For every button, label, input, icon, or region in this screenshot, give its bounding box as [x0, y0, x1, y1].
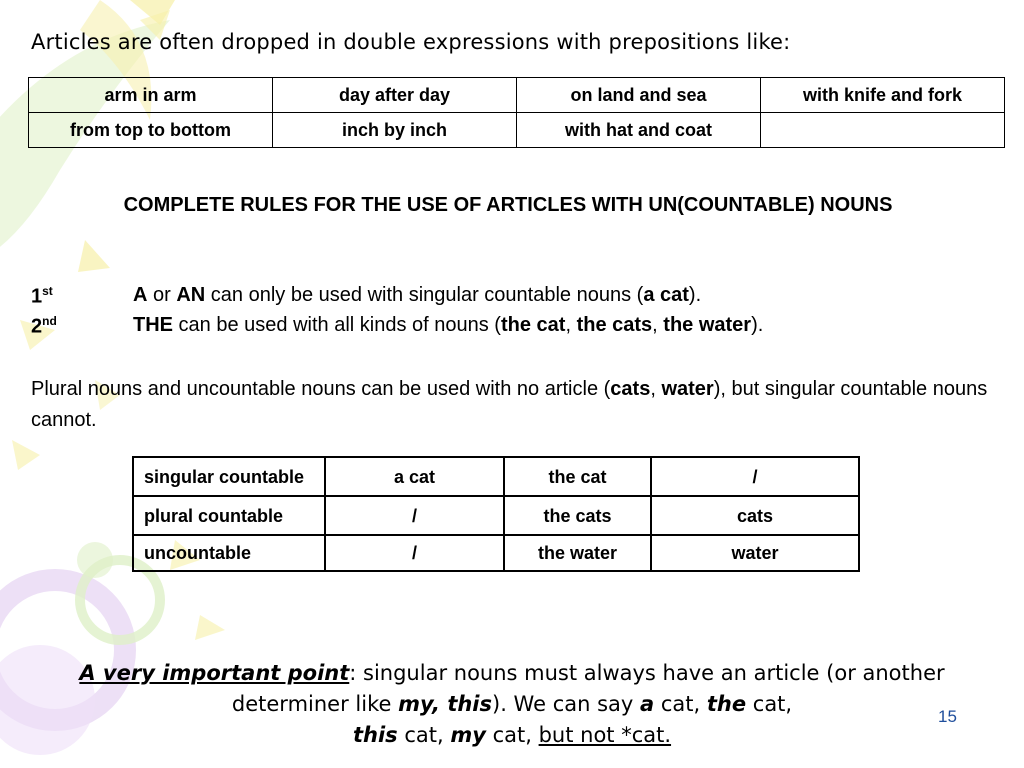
- page-number: 15: [938, 707, 957, 726]
- table-cell: day after day: [273, 78, 517, 113]
- table-cell: inch by inch: [273, 113, 517, 148]
- section-heading: COMPLETE RULES FOR THE USE OF ARTICLES WITH UN(COUNTABLE) NOUNS: [123, 194, 893, 216]
- table-cell: /: [651, 457, 859, 496]
- intro-text: Articles are often dropped in double expressions with prepositions like:: [31, 30, 791, 54]
- table-cell: arm in arm: [29, 78, 273, 113]
- table-cell: from top to bottom: [29, 113, 273, 148]
- table-cell: the water: [504, 535, 651, 571]
- table-cell: [761, 113, 1005, 148]
- table-cell: uncountable: [133, 535, 325, 571]
- table-row: [29, 78, 1005, 113]
- table-row: [29, 113, 1005, 148]
- plural-note: Plural nouns and uncountable nouns can be used with no article (cats, water), but singular countable nouns cannot.: [31, 378, 988, 431]
- rule-number: 2nd: [31, 314, 57, 338]
- table-row: [133, 457, 859, 496]
- table-cell: with hat and coat: [517, 113, 761, 148]
- table-cell: on land and sea: [517, 78, 761, 113]
- table-cell: singular countable: [133, 457, 325, 496]
- table-cell: a cat: [325, 457, 504, 496]
- rule-number: 1st: [31, 284, 53, 308]
- important-label: A very important point: [79, 661, 350, 685]
- rule-text: A or AN can only be used with singular countable nouns (a cat).: [133, 284, 702, 306]
- table-cell: water: [651, 535, 859, 571]
- table-cell: /: [325, 496, 504, 535]
- table-cell: with knife and fork: [761, 78, 1005, 113]
- table-cell: cats: [651, 496, 859, 535]
- expressions-table: [28, 77, 1005, 148]
- table-row: [133, 535, 859, 571]
- table-cell: plural countable: [133, 496, 325, 535]
- usage-table: [132, 456, 860, 572]
- important-point: A very important point: singular nouns must always have an article (or another determiner like my, this). We can say a cat, the cat, this cat, my cat, but not *cat.: [79, 661, 945, 747]
- table-cell: the cats: [504, 496, 651, 535]
- table-cell: /: [325, 535, 504, 571]
- rule-text: THE can be used with all kinds of nouns (the cat, the cats, the water).: [133, 314, 764, 336]
- table-cell: the cat: [504, 457, 651, 496]
- table-row: [133, 496, 859, 535]
